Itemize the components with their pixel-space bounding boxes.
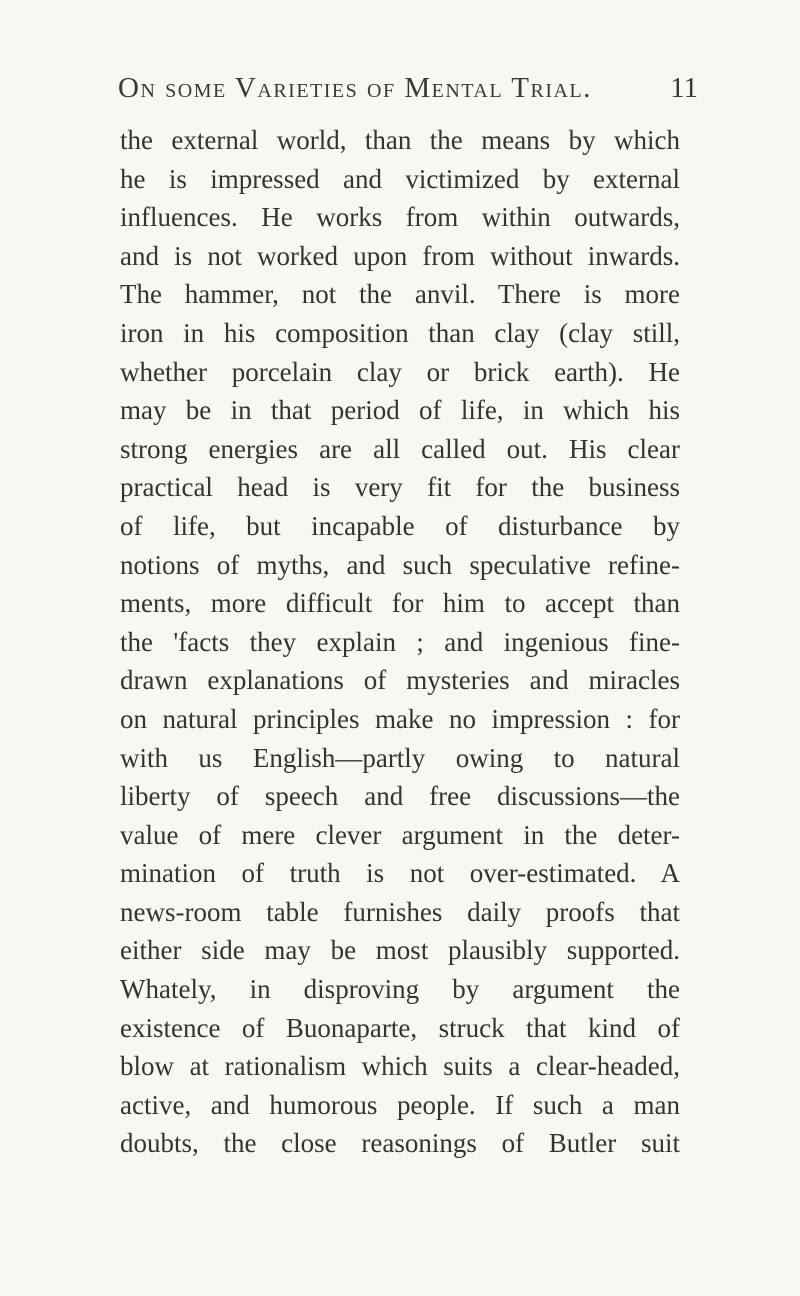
running-title: On some Varieties of Mental Trial. bbox=[118, 72, 592, 104]
text-line: blow at rationalism which suits a clear-headed, bbox=[120, 1051, 680, 1082]
text-line: strong energies are all called out. His clear bbox=[120, 433, 680, 464]
body-text bbox=[120, 121, 680, 1163]
text-line: ments, more difficult for him to accept than bbox=[120, 588, 680, 619]
text-line: The hammer, not the anvil. There is more bbox=[120, 279, 680, 310]
page-number: 11 bbox=[670, 72, 698, 104]
text-line: may be in that period of life, in which his bbox=[120, 395, 680, 426]
text-line: and is not worked upon from without inwards. bbox=[120, 240, 680, 271]
text-line: the 'facts they explain ; and ingenious fine- bbox=[120, 626, 680, 657]
text-line: the external world, than the means by which bbox=[120, 125, 680, 155]
text-line: influences. He works from within outwards, bbox=[120, 202, 680, 233]
text-line: either side may be most plausibly supported. bbox=[120, 935, 680, 966]
text-line: iron in his composition than clay (clay still, bbox=[120, 317, 680, 348]
text-line: existence of Buonaparte, struck that kind of bbox=[120, 1012, 680, 1043]
text-line: drawn explanations of mysteries and miracles bbox=[120, 665, 680, 696]
text-line: news-room table furnishes daily proofs that bbox=[120, 896, 680, 927]
text-line: value of mere clever argument in the deter- bbox=[120, 819, 680, 850]
text-line: of life, but incapable of disturbance by bbox=[120, 510, 680, 541]
text-line: notions of myths, and such speculative refine- bbox=[120, 549, 680, 580]
text-line: Whately, in disproving by argument the bbox=[120, 974, 680, 1005]
text-line: liberty of speech and free discussions—the bbox=[120, 781, 680, 812]
text-line: with us English—partly owing to natural bbox=[120, 742, 680, 773]
text-line: practical head is very fit for the business bbox=[120, 472, 680, 503]
text-line: he is impressed and victimized by external bbox=[120, 163, 680, 194]
running-head bbox=[118, 72, 698, 112]
text-line: active, and humorous people. If such a man bbox=[120, 1089, 680, 1120]
text-line: mination of truth is not over-estimated. A bbox=[120, 858, 680, 889]
text-line: doubts, the close reasonings of Butler suit bbox=[120, 1128, 680, 1159]
text-line: whether porcelain clay or brick earth). He bbox=[120, 356, 680, 387]
text-line: on natural principles make no impression : for bbox=[120, 703, 680, 734]
